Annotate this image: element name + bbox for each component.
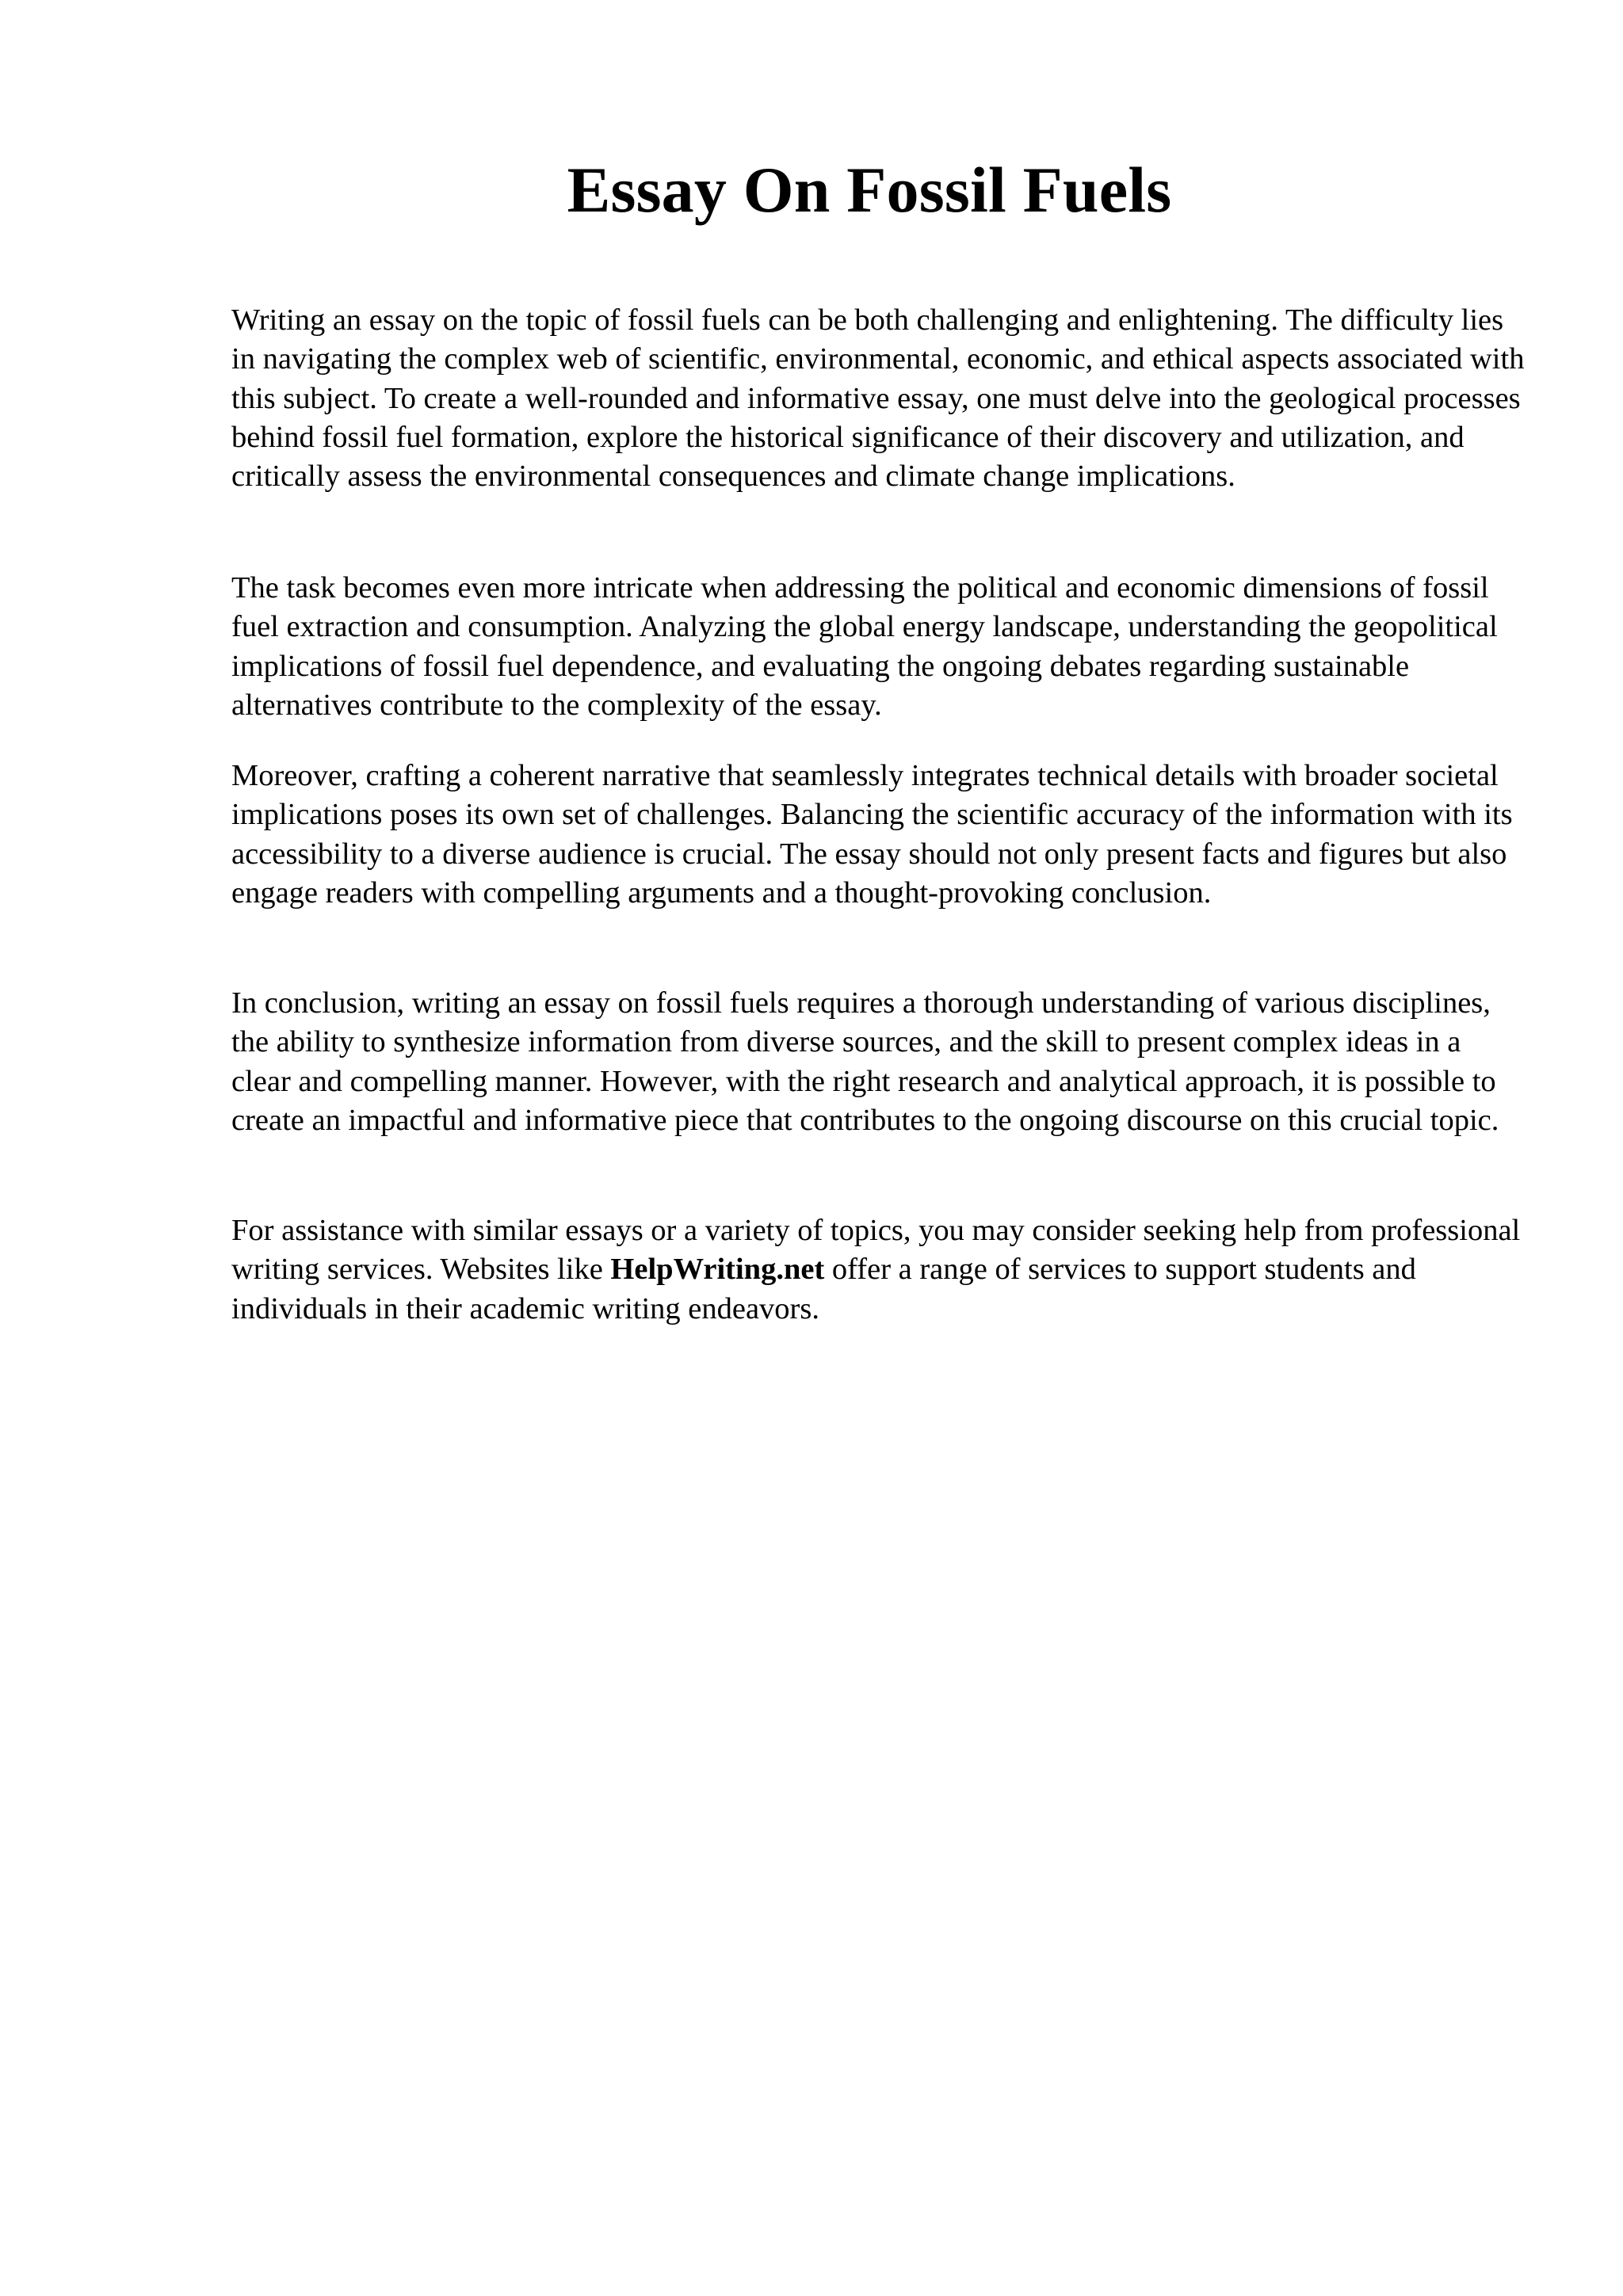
paragraph-intro: Writing an essay on the topic of fossil fuels can be both challenging and enlightening. The difficulty lies in navigating the complex web of scientific, environmental, economic, and ethical aspects associated with this subject. To create a well-rounded and informative essay, one must delve into the geological processes behind fossil fuel formation, explore the historical significance of their discovery and utilization, and critically assess the environmental consequences and climate change implications. [231, 303, 1525, 494]
paragraph-assistance [231, 1211, 1525, 1329]
helpwriting-brand-link[interactable]: HelpWriting.net [610, 1253, 825, 1287]
paragraph-narrative: Moreover, crafting a coherent narrative that seamlessly integrates technical details with broader societal implications poses its own set of challenges. Balancing the scientific accuracy of the information with its accessibility to a diverse audience is crucial. The essay should not only present facts and figures but also engage readers with compelling arguments and a thought-provoking conclusion. [231, 759, 1513, 910]
assistance-text-after: offer a range of services to support students and individuals in their academic writing endeavors. [231, 1253, 1416, 1325]
paragraph-political-economic: The task becomes even more intricate when addressing the political and economic dimensions of fossil fuel extraction and consumption. Analyzing the global energy landscape, understanding the geopolitical implications of fossil fuel dependence, and evaluating the ongoing debates regarding sustainable alternatives contribute to the complexity of the essay. [231, 571, 1498, 722]
page-title: Essay On Fossil Fuels [567, 154, 1172, 226]
paragraph-conclusion: In conclusion, writing an essay on fossil fuels requires a thorough understanding of various disciplines, the ability to synthesize information from diverse sources, and the skill to present complex ideas in a clear and compelling manner. However, with the right research and analytical approach, it is possible to create an impactful and informative piece that contributes to the ongoing discourse on this crucial topic. [231, 986, 1499, 1137]
assistance-text-before: For assistance with similar essays or a variety of topics, you may consider seeking help from professional writing services. Websites like [231, 1214, 1521, 1287]
